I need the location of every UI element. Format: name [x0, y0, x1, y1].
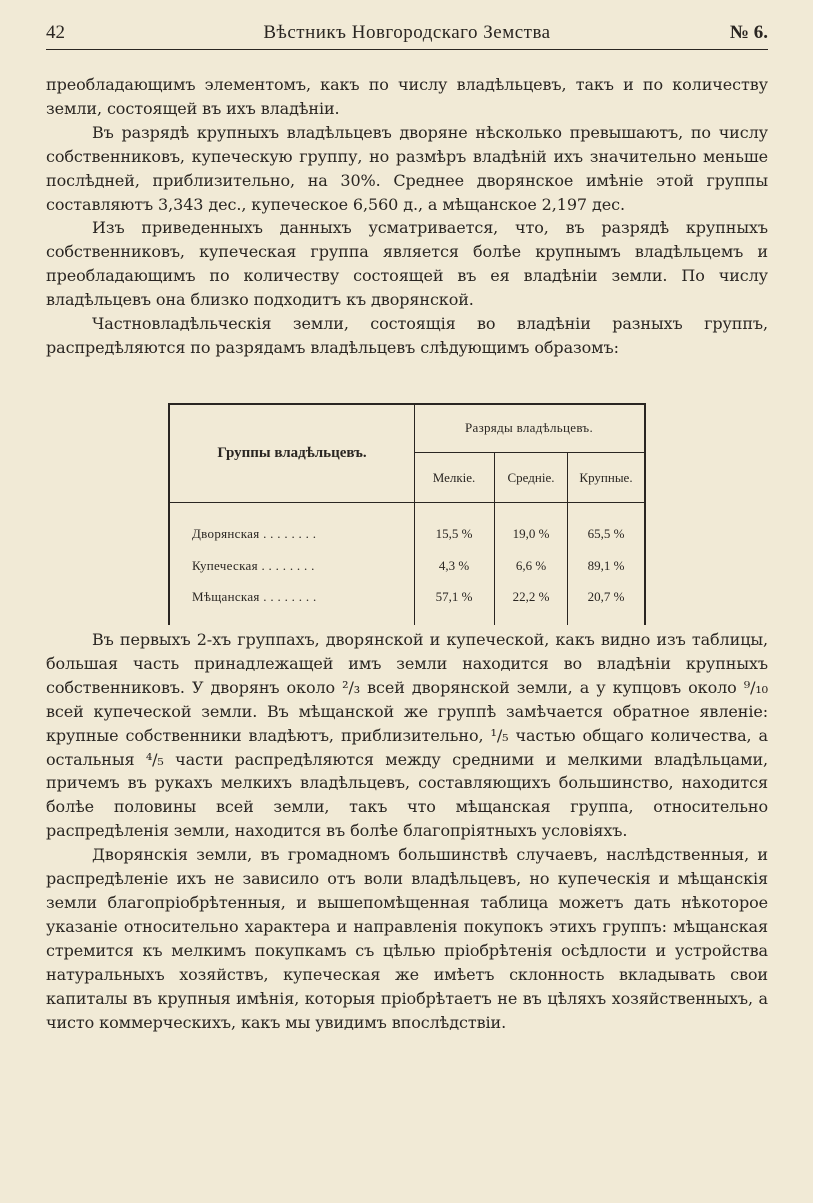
categories-header: Разряды владѣльцевъ.: [464, 420, 594, 435]
column-header-medium: Средніе.: [507, 470, 555, 485]
running-header: [46, 22, 768, 48]
column-header-large: Крупные.: [579, 470, 633, 485]
table-row-label: Купеческая . . . . . . . .: [192, 558, 315, 573]
paragraph: Частновладѣльческія земли, состоящія во владѣніи разныхъ группъ, распредѣляются по разрядамъ владѣльцевъ слѣдующимъ образомъ:: [46, 314, 768, 357]
text-block-top: [46, 73, 768, 360]
paragraph: преобладающимъ элементомъ, какъ по числу владѣльцевъ, такъ и по количеству земли, состоящей въ ихъ владѣніи.: [46, 75, 768, 118]
issue-number: № 6.: [729, 22, 768, 43]
text-block-bottom: [46, 628, 768, 1034]
table-row-label: Дворянская . . . . . . . .: [192, 526, 317, 541]
table-cell: 20,7 %: [587, 589, 625, 604]
journal-title: Вѣстникъ Новгородскаго Земства: [263, 22, 551, 43]
paragraph: Въ разрядѣ крупныхъ владѣльцевъ дворяне нѣсколько превышаютъ, по числу собственниковъ, купеческую группу, но размѣръ владѣній ихъ значительно меньше послѣдней, приблизительно, на 30%. Среднее дворянское имѣніе этой группы составляютъ 3,343 дес., купеческое 6,560 д., а мѣщанское 2,197 дес.: [46, 122, 768, 214]
table-cell: 15,5 %: [435, 526, 473, 541]
table-row-label: Мѣщанская . . . . . . . .: [192, 589, 317, 604]
table-cell: 22,2 %: [512, 589, 550, 604]
table-cell: 89,1 %: [587, 558, 625, 573]
table-cell: 4,3 %: [438, 558, 470, 573]
group-column-header: Группы владѣльцевъ.: [217, 445, 367, 461]
paragraph: Дворянскія земли, въ громадномъ большинствѣ случаевъ, наслѣдственныя, и распредѣленіе ихъ не зависило отъ воли владѣльцевъ, но купеческія и мѣщанскія земли благопріобрѣтенныя, и вышепомѣщенная таблица можетъ дать нѣкоторое указаніе относительно характера и направленія покупокъ этихъ группъ: мѣщанская стремится къ мелкимъ покупкамъ съ цѣлью пріобрѣтенія осѣдлости и устройства натуральныхъ хозяйствъ, купеческая же имѣетъ склонность вкладывать свои капиталы въ крупныя имѣнія, которыя пріобрѣтаетъ не въ цѣляхъ хозяйственныхъ, а чисто коммерческихъ, какъ мы увидимъ впослѣдствіи.: [46, 845, 768, 1032]
table-divider: [414, 452, 644, 453]
header-rule: [46, 49, 768, 50]
page-number: 42: [46, 22, 65, 43]
table-cell: 57,1 %: [435, 589, 473, 604]
paragraph: Въ первыхъ 2-хъ группахъ, дворянской и купеческой, какъ видно изъ таблицы, большая часть принадлежащей имъ земли находится во владѣніи крупныхъ собственниковъ. У дворянъ около ²/₃ всей дворянской земли, а у купцовъ около ⁹/₁₀ всей купеческой земли. Въ мѣщанской же группѣ замѣчается обратное явленіе: крупные собственники владѣютъ, приблизительно, ¹/₅ частью общаго количества, а остальныя ⁴/₅ части распредѣляются между средними и мелкими владѣльцами, причемъ въ рукахъ мелкихъ владѣльцевъ, составляющихъ большинство, находится болѣе половины всей земли, такъ что мѣщанская группа, относительно распредѣленія земли, находится въ болѣе благопріятныхъ условіяхъ.: [46, 630, 768, 841]
table-divider: [170, 502, 644, 503]
table-cell: 6,6 %: [515, 558, 547, 573]
paragraph: Изъ приведенныхъ данныхъ усматривается, что, въ разрядѣ крупныхъ собственниковъ, купеческая группа является болѣе крупнымъ владѣльцемъ и преобладающимъ по количеству состоящей въ ея владѣніи земли. По числу владѣльцевъ она близко подходитъ къ дворянской.: [46, 218, 768, 310]
table-cell: 19,0 %: [512, 526, 550, 541]
land-distribution-table: [168, 403, 646, 625]
column-header-small: Мелкіе.: [432, 470, 476, 485]
table-cell: 65,5 %: [587, 526, 625, 541]
